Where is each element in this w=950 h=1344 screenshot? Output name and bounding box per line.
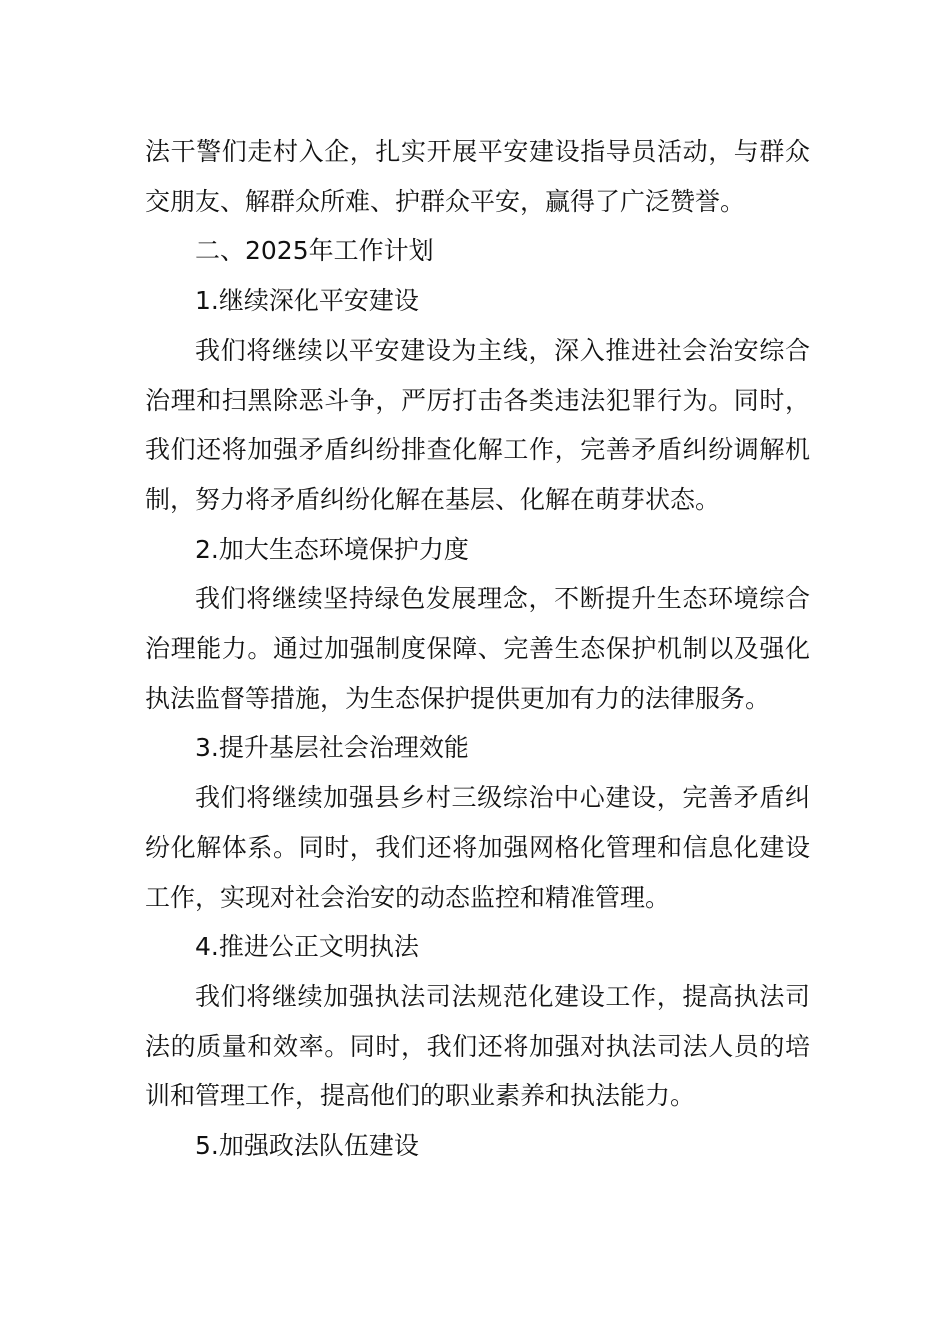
subheading-4: 4.推进公正文明执法 [195,932,419,962]
body-paragraph-3: 我们将继续加强县乡村三级综治中心建设，完善矛盾纠纷化解体系。同时，我们还将加强网格化管理和信息化建设工作，实现对社会治安的动态监控和精准管理。 [145,783,810,912]
subheading-1: 1.继续深化平安建设 [195,286,419,316]
body-paragraph-2: 我们将继续坚持绿色发展理念，不断提升生态环境综合治理能力。通过加强制度保障、完善生态保护机制以及强化执法监督等措施，为生态保护提供更加有力的法律服务。 [145,584,810,713]
body-paragraph-4: 我们将继续加强执法司法规范化建设工作，提高执法司法的质量和效率。同时，我们还将加强对执法司法人员的培训和管理工作，提高他们的职业素养和执法能力。 [145,981,810,1111]
body-paragraph-continued: 法干警们走村入企，扎实开展平安建设指导员活动，与群众交朋友、解群众所难、护群众平安，赢得了广泛赞誉。 [145,137,810,216]
section-heading-work-plan: 二、2025年工作计划 [195,236,434,266]
subheading-3: 3.提升基层社会治理效能 [195,733,469,763]
subheading-2: 2.加大生态环境保护力度 [195,534,469,564]
subheading-5: 5.加强政法队伍建设 [195,1131,419,1161]
body-paragraph-1: 我们将继续以平安建设为主线，深入推进社会治安综合治理和扫黑除恶斗争，严厉打击各类违法犯罪行为。同时，我们还将加强矛盾纠纷排查化解工作，完善矛盾纠纷调解机制，努力将矛盾纠纷化解在基层、化解在萌芽状态。 [145,335,810,514]
document-body [145,127,810,1171]
